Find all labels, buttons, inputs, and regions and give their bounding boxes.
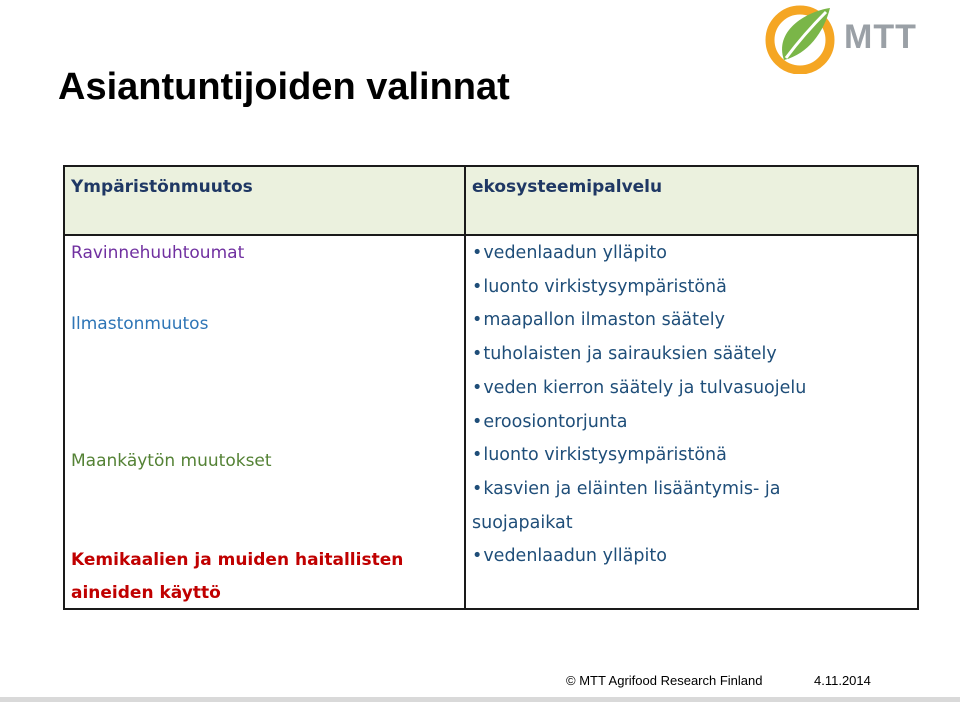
driver-land-use-change: Maankäytön muutokset [71,451,272,471]
service-item: • veden kierron säätely ja tulvasuojelu [472,372,912,406]
footer [0,664,960,700]
driver-chemicals-line1: Kemikaalien ja muiden haitallisten [71,550,404,570]
service-item: • eroosiontorjunta [472,406,912,440]
service-item: • kasvien ja eläinten lisääntymis- ja [472,473,912,507]
footer-date: 4.11.2014 [814,673,871,688]
footer-divider [0,697,960,702]
service-item: • maapallon ilmaston säätely [472,304,912,338]
service-item: • luonto virkistysympäristönä [472,271,912,305]
header-right-label: ekosysteemipalvelu [472,177,663,197]
header-left-cell [65,167,466,236]
mtt-logo [764,2,934,74]
header-right-cell [466,167,917,236]
mtt-logo-icon [764,2,836,74]
service-item: • luonto virkistysympäristönä [472,439,912,473]
header-left-label: Ympäristönmuutos [71,177,253,197]
column-divider [464,236,466,608]
footer-copyright: © MTT Agrifood Research Finland [566,673,763,688]
driver-chemicals-line2: aineiden käyttö [71,583,221,603]
service-item: • tuholaisten ja sairauksien säätely [472,338,912,372]
driver-climate-change: Ilmastonmuutos [71,314,209,334]
service-item: • vedenlaadun ylläpito [472,237,912,271]
service-item: • vedenlaadun ylläpito [472,540,912,574]
page-title: Asiantuntijoiden valinnat [58,66,510,108]
comparison-table [63,165,919,610]
services-list [472,237,912,574]
logo-text: MTT [844,18,917,56]
driver-nutrient-leaching: Ravinnehuuhtoumat [71,243,245,263]
service-item-continuation: suojapaikat [472,512,573,533]
